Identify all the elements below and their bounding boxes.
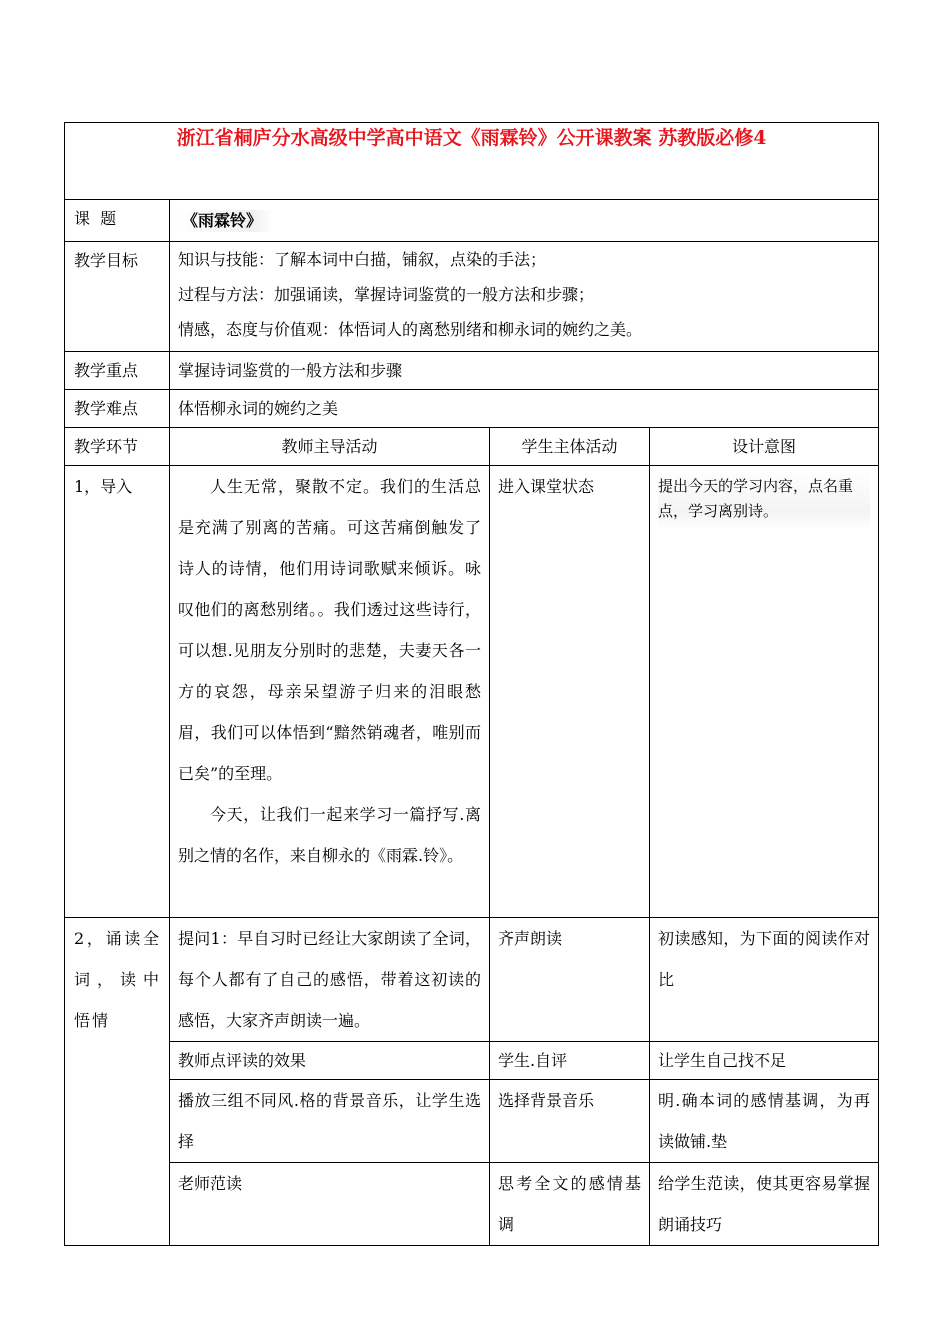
goals-cell <box>170 242 879 352</box>
table-row <box>65 1163 879 1246</box>
header-teacher: 教师主导活动 <box>170 428 490 466</box>
goal-line: 知识与技能：了解本词中白描，铺叙，点染的手法； <box>178 250 547 269</box>
stage-cell: 2，诵读全词，读中悟情 <box>65 918 170 1246</box>
header-intent: 设计意图 <box>650 428 879 466</box>
student-cell: 思考全文的感情基调 <box>490 1163 650 1246</box>
topic-row <box>65 200 879 242</box>
student-cell: 进入课堂状态 <box>490 466 650 918</box>
difficulty-label: 教学难点 <box>65 390 170 428</box>
table-row <box>65 1042 879 1080</box>
lesson-plan-table <box>64 122 879 1246</box>
difficulty-value: 体悟柳永词的婉约之美 <box>170 390 879 428</box>
intent-cell: 让学生自己找不足 <box>650 1042 879 1080</box>
document-title: 浙江省桐庐分水高级中学高中语文《雨霖铃》公开课教案 苏教版必修4 <box>65 123 879 200</box>
key-point-label: 教学重点 <box>65 352 170 390</box>
student-cell: 齐声朗读 <box>490 918 650 1042</box>
stage-cell: 1，导入 <box>65 466 170 918</box>
goal-line: 情感，态度与价值观：体悟词人的离愁别绪和柳永词的婉约之美。 <box>178 320 643 339</box>
difficulty-row <box>65 390 879 428</box>
table-row <box>65 918 879 1042</box>
intent-cell: 初读感知，为下面的阅读作对比 <box>650 918 879 1042</box>
goal-line: 过程与方法：加强诵读，掌握诗词鉴赏的一般方法和步骤； <box>178 285 595 304</box>
table-row <box>65 466 879 918</box>
teacher-cell: 提问1：早自习时已经让大家朗读了全词，每个人都有了自己的感悟，带着这初读的感悟，大家齐声朗读一遍。 <box>170 918 490 1042</box>
topic-cell <box>170 200 879 242</box>
teacher-paragraph: 人生无常，聚散不定。我们的生活总是充满了别离的苦痛。可这苦痛倒触发了诗人的诗情，他们用诗词歌赋来倾诉。咏叹他们的离愁别绪。。我们透过这些诗行，可以想.见朋友分别时的悲楚，夫妻天各一方的哀怨，母亲呆望游子归来的泪眼愁眉，我们可以体悟到“黯然销魂者，唯别而已矣”的至理。 <box>178 477 481 783</box>
teacher-cell: 播放三组不同风.格的背景音乐，让学生选择 <box>170 1080 490 1163</box>
intent-cell: 给学生范读，使其更容易掌握朗诵技巧 <box>650 1163 879 1246</box>
intent-cell <box>650 466 879 918</box>
goals-label: 教学目标 <box>65 242 170 352</box>
key-point-row <box>65 352 879 390</box>
student-cell: 学生.自评 <box>490 1042 650 1080</box>
key-point-value: 掌握诗词鉴赏的一般方法和步骤 <box>170 352 879 390</box>
topic-label: 课 题 <box>65 200 170 242</box>
goals-row <box>65 242 879 352</box>
teacher-paragraph: 今天，让我们一起来学习一篇抒写.离别之情的名作，来自柳永的《雨霖.铃》。 <box>178 805 481 865</box>
table-row <box>65 1080 879 1163</box>
intent-note: 提出今天的学习内容，点名重点，学习离别诗。 <box>658 468 870 530</box>
header-stage: 教学环节 <box>65 428 170 466</box>
topic-value: 《雨霖铃》 <box>178 210 272 232</box>
header-student: 学生主体活动 <box>490 428 650 466</box>
student-cell: 选择背景音乐 <box>490 1080 650 1163</box>
teacher-cell: 老师范读 <box>170 1163 490 1246</box>
intent-cell: 明.确本词的感情基调，为再读做铺.垫 <box>650 1080 879 1163</box>
teacher-cell <box>170 466 490 918</box>
title-row <box>65 123 879 200</box>
header-row <box>65 428 879 466</box>
teacher-cell: 教师点评读的效果 <box>170 1042 490 1080</box>
